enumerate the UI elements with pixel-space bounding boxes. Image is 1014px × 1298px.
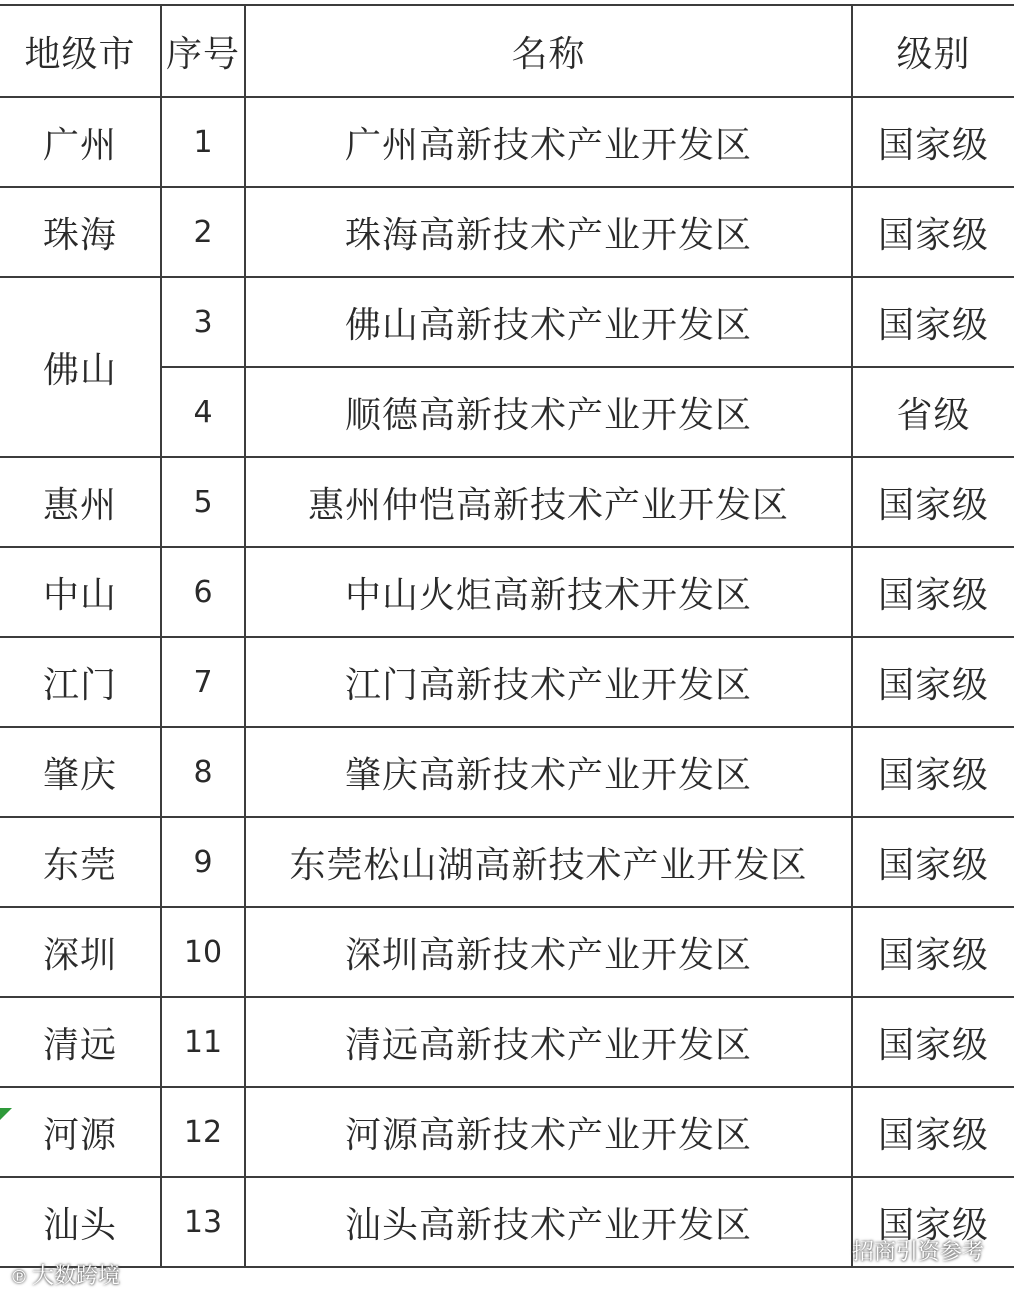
header-seq: 序号: [161, 5, 245, 97]
table-header-row: [0, 5, 1014, 97]
cell-level: 国家级: [852, 637, 1014, 727]
cell-city: 广州: [0, 97, 161, 187]
watermark-right: 招商引资参考: [851, 1240, 984, 1265]
cell-level: 省级: [852, 367, 1014, 457]
cell-level: 国家级: [852, 817, 1014, 907]
cell-name: 中山火炬高新技术开发区: [245, 547, 852, 637]
table-row: [0, 547, 1014, 637]
header-name: 名称: [245, 5, 852, 97]
cell-level: 国家级: [852, 727, 1014, 817]
cell-level: 国家级: [852, 547, 1014, 637]
cell-city: 汕头: [0, 1177, 161, 1267]
cell-city-merged: 佛山: [0, 277, 161, 457]
cell-city: 河源: [0, 1087, 161, 1177]
table-row: [0, 1087, 1014, 1177]
header-level: 级别: [852, 5, 1014, 97]
table-row: [0, 817, 1014, 907]
cell-name: 珠海高新技术产业开发区: [245, 187, 852, 277]
cell-seq: 5: [161, 457, 245, 547]
cell-name: 汕头高新技术产业开发区: [245, 1177, 852, 1267]
cell-level: 国家级: [852, 997, 1014, 1087]
cell-city: 珠海: [0, 187, 161, 277]
cell-seq: 8: [161, 727, 245, 817]
cell-city: 中山: [0, 547, 161, 637]
cell-name: 广州高新技术产业开发区: [245, 97, 852, 187]
cell-seq: 4: [161, 367, 245, 457]
watermark-left: [10, 1259, 120, 1290]
cell-name: 顺德高新技术产业开发区: [245, 367, 852, 457]
cell-seq: 11: [161, 997, 245, 1087]
cell-name: 东莞松山湖高新技术产业开发区: [245, 817, 852, 907]
cell-level: 国家级: [852, 277, 1014, 367]
cell-seq: 3: [161, 277, 245, 367]
cell-seq: 9: [161, 817, 245, 907]
cell-seq: 2: [161, 187, 245, 277]
cell-level: 国家级: [852, 1177, 1014, 1267]
cell-city: 肇庆: [0, 727, 161, 817]
cell-seq: 6: [161, 547, 245, 637]
watermark-logo-icon: ℗: [10, 1267, 28, 1288]
table-row: [0, 277, 1014, 367]
cell-city: 江门: [0, 637, 161, 727]
cell-level: 国家级: [852, 1087, 1014, 1177]
cell-seq: 10: [161, 907, 245, 997]
cell-seq: 13: [161, 1177, 245, 1267]
watermark-left-text: 大数跨境: [32, 1264, 121, 1289]
cell-name: 深圳高新技术产业开发区: [245, 907, 852, 997]
cell-city: 东莞: [0, 817, 161, 907]
cell-name: 佛山高新技术产业开发区: [245, 277, 852, 367]
cell-comment-marker: [0, 1108, 12, 1120]
cell-level: 国家级: [852, 187, 1014, 277]
table-row: [0, 637, 1014, 727]
cell-seq: 1: [161, 97, 245, 187]
cell-name: 惠州仲恺高新技术产业开发区: [245, 457, 852, 547]
table-row: [0, 997, 1014, 1087]
cell-city: 惠州: [0, 457, 161, 547]
cell-seq: 12: [161, 1087, 245, 1177]
cell-name: 肇庆高新技术产业开发区: [245, 727, 852, 817]
table-row: [0, 187, 1014, 277]
table-row: [0, 907, 1014, 997]
cell-level: 国家级: [852, 97, 1014, 187]
table-row: [0, 457, 1014, 547]
table-row: [0, 727, 1014, 817]
table-row: [0, 97, 1014, 187]
cell-name: 江门高新技术产业开发区: [245, 637, 852, 727]
cell-city: 清远: [0, 997, 161, 1087]
cell-level: 国家级: [852, 907, 1014, 997]
cell-city: 深圳: [0, 907, 161, 997]
cell-name: 河源高新技术产业开发区: [245, 1087, 852, 1177]
cell-level: 国家级: [852, 457, 1014, 547]
cell-name: 清远高新技术产业开发区: [245, 997, 852, 1087]
header-city: 地级市: [0, 5, 161, 97]
dev-zone-table: [0, 4, 1014, 1268]
cell-seq: 7: [161, 637, 245, 727]
